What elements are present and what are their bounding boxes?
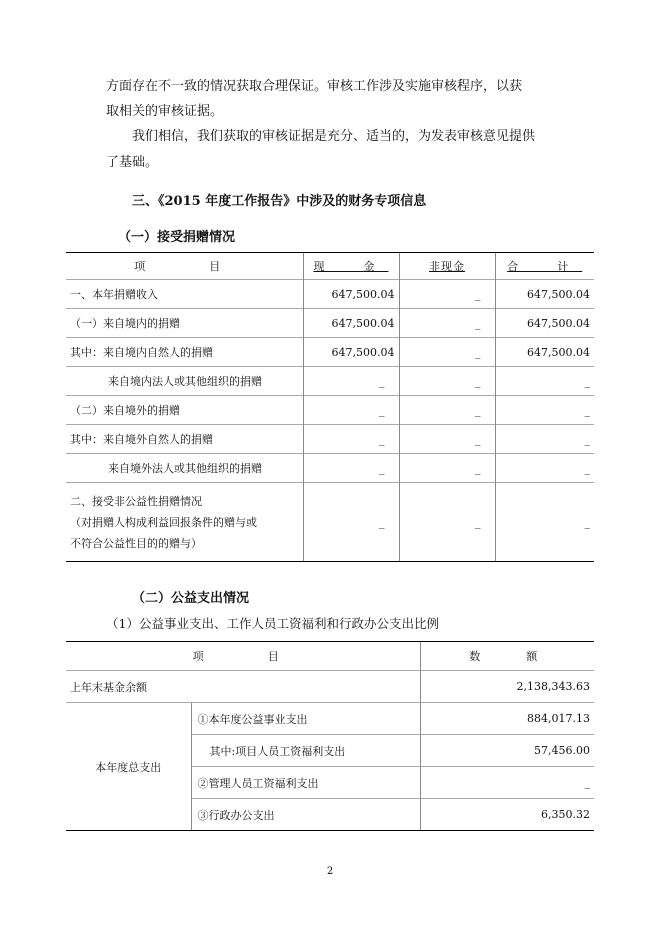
row-total: 647,500.04 [495, 338, 594, 367]
row-total: 647,500.04 [495, 280, 594, 309]
row-total: _ [495, 367, 594, 396]
row-value: 2,138,343.63 [420, 671, 594, 703]
row-cash: _ [303, 425, 399, 454]
row-label-line: 二、接受非公益性捐赠情况 [70, 494, 202, 508]
section-3-title: 三、《2015 年度工作报告》中涉及的财务专项信息 [132, 194, 427, 209]
header-total-text: 合 计 [507, 260, 583, 273]
table-row [66, 309, 594, 338]
row-value: 884,017.13 [420, 703, 594, 735]
header-cash-text: 现 金 [313, 260, 389, 273]
table-row [66, 338, 594, 367]
row-label: ②管理人员工资福利支出 [191, 767, 420, 799]
row-noncash: _ [399, 425, 495, 454]
row-noncash: _ [399, 396, 495, 425]
intro-line-1: 方面存在不一致的情况获取合理保证。审核工作涉及实施审核程序，以获 [106, 79, 523, 94]
row-noncash: _ [399, 367, 495, 396]
row-label-line: 不符合公益性目的的赠与） [70, 536, 202, 550]
page-number: 2 [326, 866, 334, 877]
row-cash: 647,500.04 [303, 280, 399, 309]
row-cash: _ [303, 396, 399, 425]
row-cash: 647,500.04 [303, 338, 399, 367]
intro-line-4: 了基础。 [106, 155, 159, 170]
row-label: （一）来自境内的捐赠 [66, 309, 303, 338]
table-header-row [66, 642, 594, 671]
subsection-2-1-title: （1）公益事业支出、工作人员工资福利和行政办公支出比例 [106, 616, 439, 631]
row-noncash: _ [399, 454, 495, 483]
header-item: 项 目 [66, 642, 420, 671]
row-noncash: _ [399, 280, 495, 309]
row-label: ①本年度公益事业支出 [191, 703, 420, 735]
intro-line-2: 取相关的审核证据。 [106, 104, 224, 119]
table-row [66, 280, 594, 309]
donation-table [66, 252, 594, 562]
row-label: 来自境内法人或其他组织的捐赠 [66, 367, 303, 396]
expenditure-table [66, 641, 594, 831]
row-value: 57,456.00 [420, 735, 594, 767]
table-row [66, 367, 594, 396]
row-label: 其中：来自境外自然人的捐赠 [66, 425, 303, 454]
row-label-line: （对捐赠人构成利益回报条件的赠与或 [70, 515, 257, 529]
header-amount: 数 额 [420, 642, 594, 671]
table-row [66, 454, 594, 483]
header-total [495, 253, 594, 280]
row-label-nonpublic [66, 483, 303, 562]
intro-line-3: 我们相信，我们获取的审核证据是充分、适当的，为发表审核意见提供 [132, 129, 536, 144]
row-total: _ [495, 396, 594, 425]
row-value: _ [420, 767, 594, 799]
row-label: 来自境外法人或其他组织的捐赠 [66, 454, 303, 483]
row-noncash: _ [399, 483, 495, 562]
subsection-2-title: （二）公益支出情况 [132, 591, 250, 606]
table-row [66, 703, 594, 735]
row-total: 647,500.04 [495, 309, 594, 338]
row-noncash: _ [399, 338, 495, 367]
table-row [66, 425, 594, 454]
row-cash: _ [303, 367, 399, 396]
header-noncash-text: 非现金 [429, 260, 465, 273]
row-total: _ [495, 454, 594, 483]
header-cash [303, 253, 399, 280]
row-cash: 647,500.04 [303, 309, 399, 338]
header-item: 项 目 [66, 253, 303, 280]
table-row [66, 671, 594, 703]
subsection-1-title: （一）接受捐赠情况 [118, 230, 236, 245]
row-noncash: _ [399, 309, 495, 338]
row-total: _ [495, 425, 594, 454]
row-value: 6,350.32 [420, 799, 594, 831]
row-label: ③行政办公支出 [191, 799, 420, 831]
row-cash: _ [303, 454, 399, 483]
table-header-row [66, 253, 594, 280]
table-row [66, 396, 594, 425]
row-label: 上年末基金余额 [66, 671, 420, 703]
row-label: 一、本年捐赠收入 [66, 280, 303, 309]
row-label: 其中：来自境内自然人的捐赠 [66, 338, 303, 367]
row-label: （二）来自境外的捐赠 [66, 396, 303, 425]
row-total: _ [495, 483, 594, 562]
table-row-nonpublic [66, 483, 594, 562]
group-label: 本年度总支出 [66, 703, 191, 831]
header-noncash [399, 253, 495, 280]
row-cash: _ [303, 483, 399, 562]
row-label: 其中:项目人员工资福利支出 [191, 735, 420, 767]
